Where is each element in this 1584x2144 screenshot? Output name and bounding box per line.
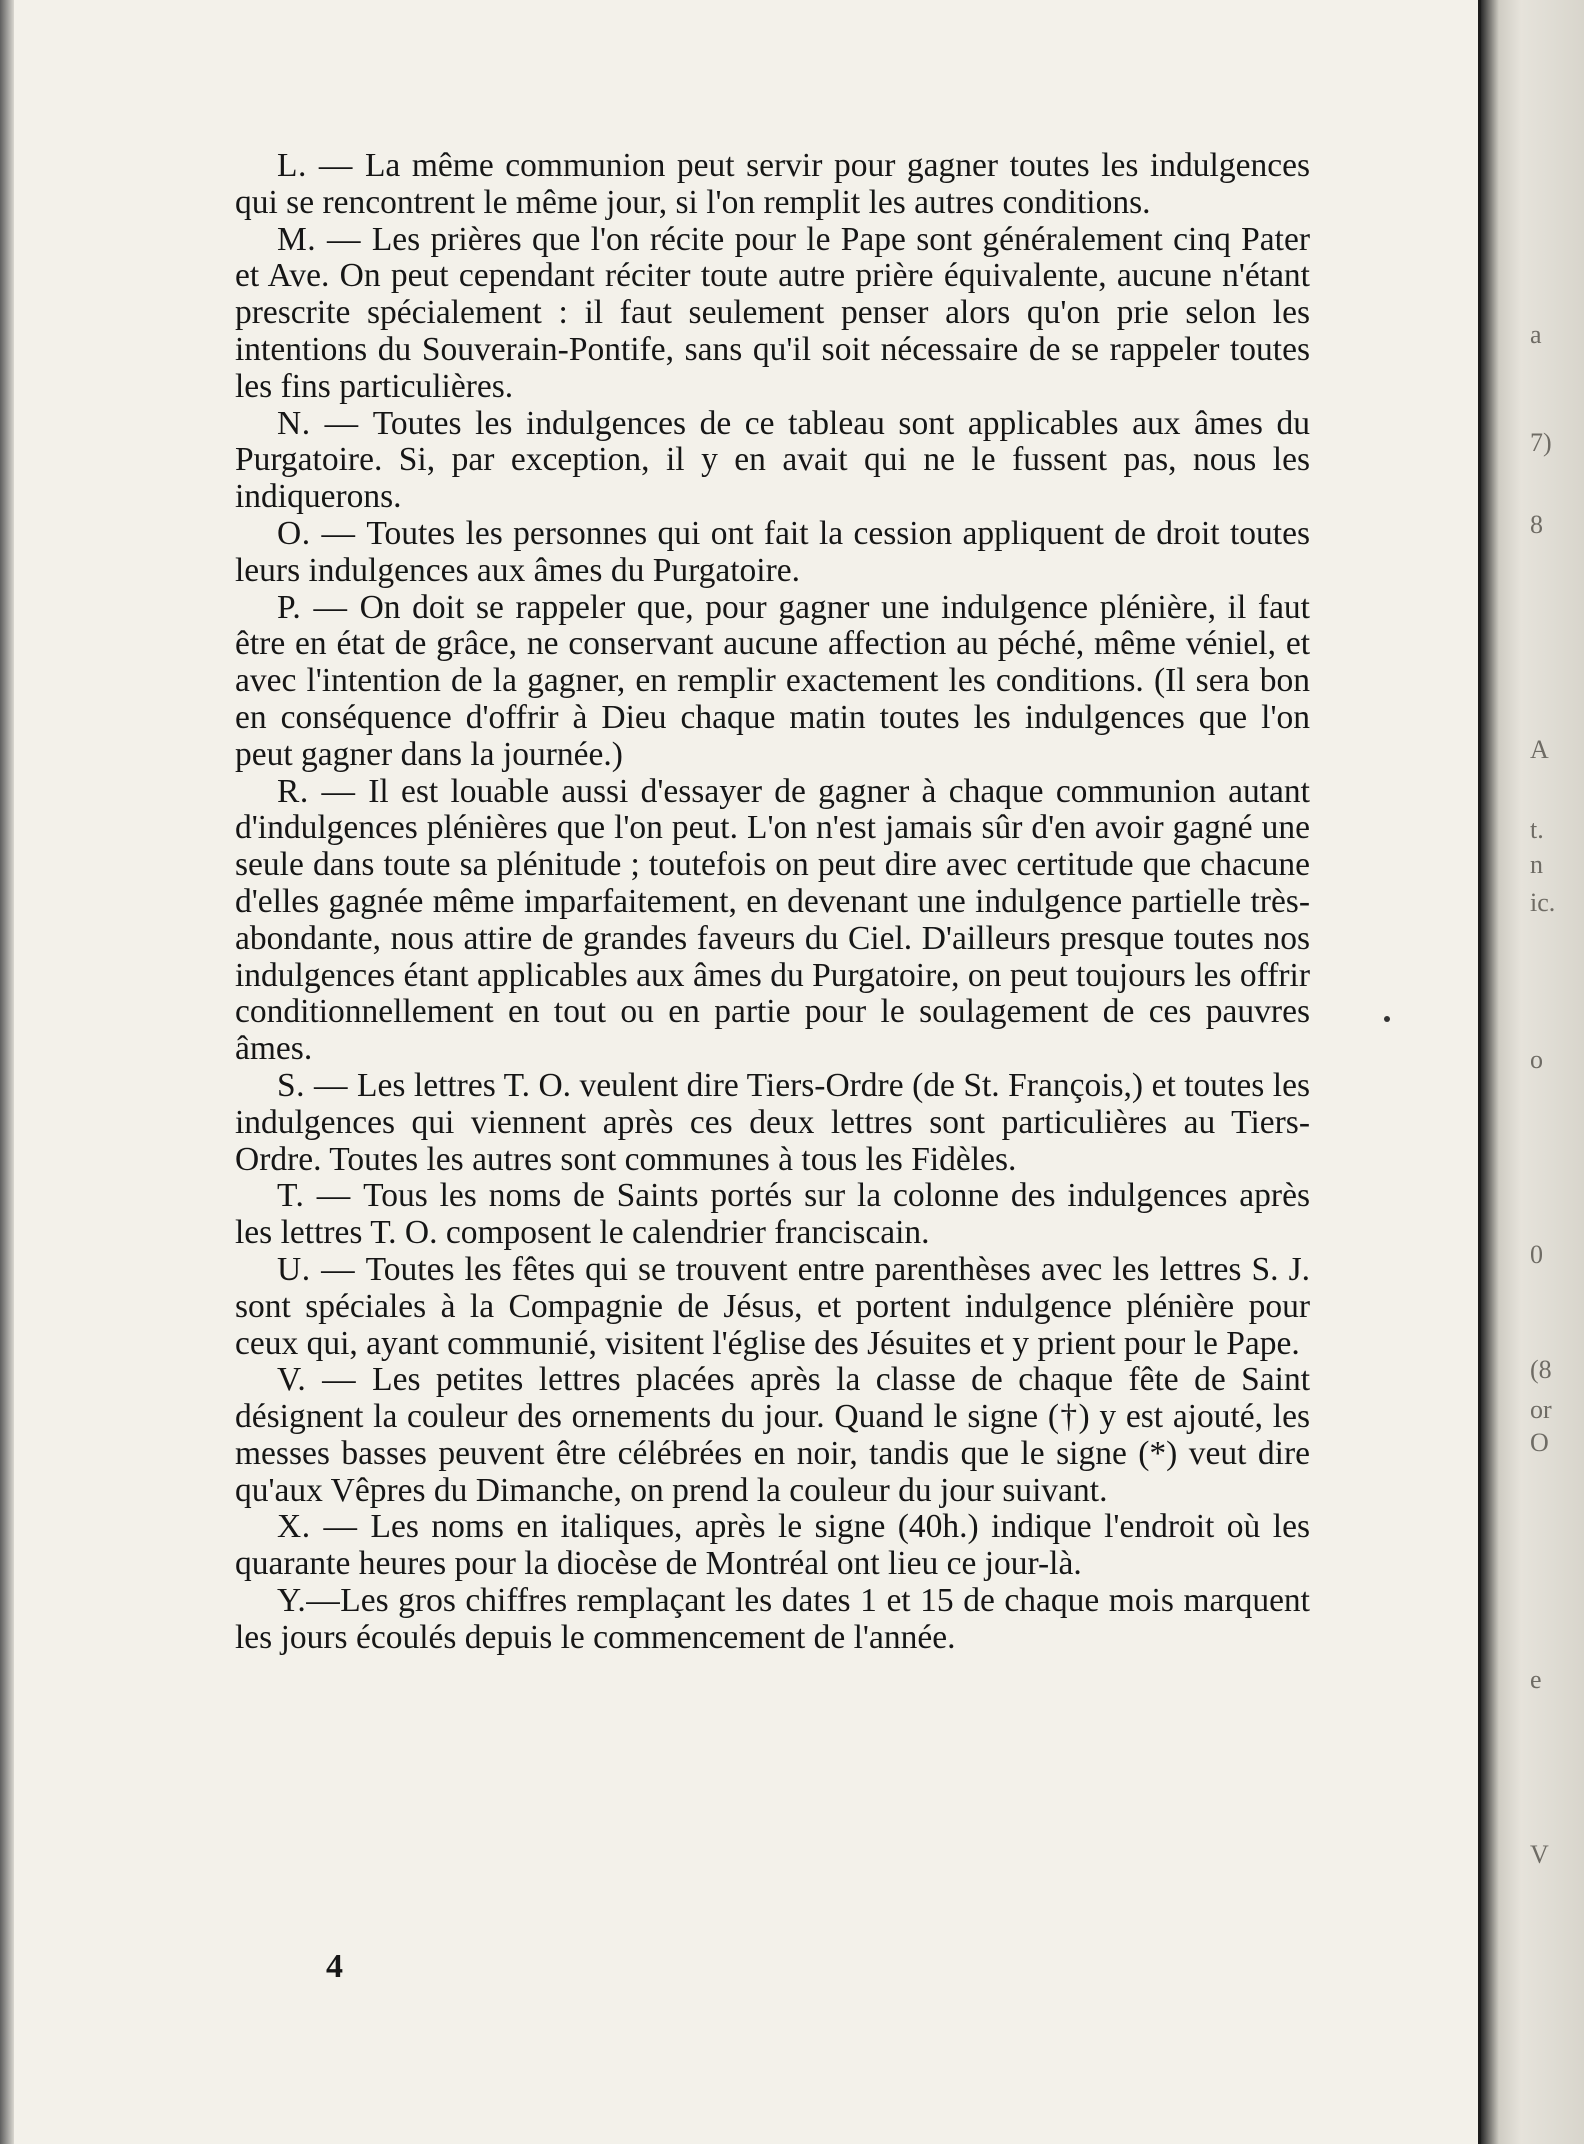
margin-mark: O — [1530, 1428, 1549, 1457]
paragraph-text: On doit se rappeler que, pour gagner une indulgence plénière, il faut être en état de grâce, ne conservant aucune affection au péché, même véniel, et avec l'intention de la gagner, en remplir exactement les conditions. (Il sera bon en conséquence d'offrir à Dieu chaque matin toutes les indulgences que l'on peut gagner dans la journée.) — [235, 588, 1310, 773]
paragraph-text: Les gros chiffres remplaçant les dates 1 et 15 de chaque mois marquent les jours écoulés depuis le commencement de l'année. — [235, 1582, 1310, 1656]
paragraph-s — [235, 1068, 1310, 1178]
paragraph-marker: N. — — [277, 404, 373, 442]
paragraph-marker: S. — — [277, 1066, 358, 1104]
paragraph-marker: X. — — [277, 1508, 371, 1546]
paragraph-text: Les petites lettres placées après la classe de chaque fête de Saint désignent la couleur des ornements du jour. Quand le signe (†) y est ajouté, les messes basses peuvent être célébrées en noir, tandis que le signe (*) veut dire qu'aux Vêpres du Dimanche, on prend la couleur du jour suivant. — [235, 1361, 1311, 1509]
paragraph-text: Toutes les indulgences de ce tableau sont applicables aux âmes du Purgatoire. Si, par exception, il y en avait qui ne le fussent pas, nous les indiquerons. — [235, 404, 1310, 516]
paragraph-r — [235, 774, 1310, 1068]
paragraph-marker: L. — — [277, 147, 365, 184]
margin-mark: a — [1530, 320, 1542, 349]
paragraph-marker: T. — — [277, 1177, 364, 1215]
margin-mark: o — [1530, 1045, 1543, 1074]
margin-mark: t. — [1530, 815, 1544, 844]
paragraph-marker: M. — — [277, 220, 372, 258]
paragraph-marker: Y.— — [277, 1582, 341, 1620]
paragraph-v — [235, 1362, 1310, 1509]
paragraph-y — [235, 1583, 1310, 1657]
paragraph-marker: V. — — [277, 1361, 373, 1399]
margin-mark: n — [1530, 850, 1543, 879]
paragraph-text: Toutes les personnes qui ont fait la cession appliquent de droit toutes leurs indulgences aux âmes du Purgatoire. — [235, 514, 1310, 589]
paragraph-text: Les noms en italiques, après le signe (40h.) indique l'endroit où les quarante heures pour la diocèse de Montréal ont lieu ce jour-là. — [235, 1508, 1310, 1583]
margin-mark: 8 — [1530, 510, 1543, 539]
paragraph-text: La même communion peut servir pour gagner toutes les indulgences qui se rencontrent le même jour, si l'on remplit les autres conditions. — [235, 147, 1310, 221]
paragraph-marker: P. — — [277, 588, 360, 626]
paragraph-x — [235, 1509, 1310, 1583]
margin-mark: or — [1530, 1395, 1552, 1424]
paragraph-text: Les prières que l'on récite pour le Pape sont généralement cinq Pater et Ave. On peut cependant réciter toute autre prière équivalente, aucune n'étant prescrite spécialement : il faut seulement penser alors qu'on prie selon les intentions du Souverain-Pontife, sans qu'il soit nécessaire de se rappeler toutes les fins particulières. — [235, 220, 1311, 405]
paragraph-marker: U. — — [277, 1250, 366, 1288]
paragraph-marker: R. — — [277, 772, 369, 810]
margin-mark: 0 — [1530, 1240, 1543, 1269]
adjacent-page-margin-text — [1530, 0, 1584, 2144]
margin-mark: e — [1530, 1665, 1542, 1694]
paragraph-t — [235, 1178, 1310, 1252]
page-edge — [0, 0, 14, 2144]
page-number: 4 — [326, 1948, 343, 1985]
paragraph-m — [235, 222, 1310, 406]
paragraph-p — [235, 590, 1310, 774]
margin-mark: V — [1530, 1840, 1549, 1869]
paragraph-text: Tous les noms de Saints portés sur la colonne des indulgences après les lettres T. O. composent le calendrier franciscain. — [235, 1177, 1310, 1252]
margin-mark: ic. — [1530, 888, 1556, 917]
paragraph-o — [235, 516, 1310, 590]
margin-mark: A — [1530, 735, 1549, 764]
margin-mark: (8 — [1530, 1355, 1552, 1384]
ink-speck — [1384, 1016, 1390, 1022]
paragraph-l — [235, 148, 1310, 222]
paragraph-text: Il est louable aussi d'essayer de gagner à chaque communion autant d'indulgences plénières que l'on peut. L'on n'est jamais sûr d'en avoir gagné une seule dans toute sa plénitude ; toutefois on peut dire avec certitude que chacune d'elles gagnée même imparfaitement, en devenant une indulgence partielle très-abondante, nous attire de grandes faveurs du Ciel. D'ailleurs presque toutes nos indulgences étant applicables aux âmes du Purgatoire, on peut toujours les offrir conditionnellement en tout ou en partie pour le soulagement de ces pauvres âmes. — [235, 772, 1310, 1068]
paragraph-text: Les lettres T. O. veulent dire Tiers-Ordre (de St. François,) et toutes les indulgences qui viennent après ces deux lettres sont particulières au Tiers-Ordre. Toutes les autres sont communes à tous les Fidèles. — [235, 1066, 1310, 1178]
paragraph-text: Toutes les fêtes qui se trouvent entre parenthèses avec les lettres S. J. sont spéciales à la Compagnie de Jésus, et portent indulgence plénière pour ceux qui, ayant communié, visitent l'église des Jésuites et y prient pour le Pape. — [235, 1250, 1310, 1362]
paragraph-n — [235, 406, 1310, 516]
text-body — [235, 148, 1310, 1657]
paragraph-marker: O. — — [277, 514, 367, 552]
margin-mark: 7) — [1530, 428, 1552, 457]
paragraph-u — [235, 1252, 1310, 1362]
